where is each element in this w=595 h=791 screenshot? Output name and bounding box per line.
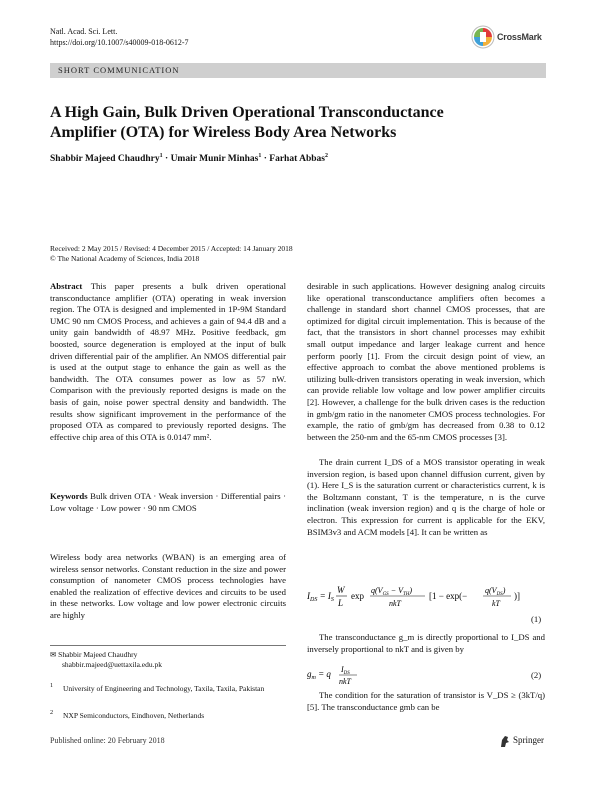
author-sep: · <box>261 154 270 165</box>
body-paragraph-2: The drain current I_DS of a MOS transistor operating in weak inversion region, is based upon channel diffusion current, given by (1). Here I_S is the saturation current or characteristics current, k is the Boltzmann constant, T is the temperature, n is the curve inclination (weak inversion region) and q is the charge of hole or electron. This expression for current is applicable for the EKV, BSIM3v3 and ACM models [4]. It can be written as <box>307 457 545 537</box>
svg-text:IDS: $I_{DS}$ <box>341 665 350 676</box>
footnote-divider <box>50 645 286 646</box>
abstract-text: This paper presents a bulk driven operational transconductance amplifier (OTA) operating in weak inversion region. The OTA is designed and implemented in 1P-9M Standard UMC 90 nm CMOS Process, and achieves a gain of 94.4 dB and a unity gain bandwidth of 48.97 MHz. Positive feedback, gm boosted, source degeneration is employed at the input of bulk driven differential pair of the amplifier. An NMOS differential pair is used at the output stage to enhance the gain as well as the bandwidth. The OTA consumes power as low as 57 nW. Comparison with the previously reported designs is made on the basis of gain, noise power spectral density and bandwidth. The results show significant improvement in the performance of the proposed OTA as compared to previously reported designs. The effective chip area of this OTA is 0.0147 mm². <box>50 281 286 442</box>
copyright-line: © The National Academy of Sciences, India 2018 <box>50 254 200 263</box>
mail-icon: ✉ <box>50 650 57 659</box>
svg-text:IDS = IS: $I_{DS} = I_S$ <box>307 591 334 603</box>
title-line-2: Amplifier (OTA) for Wireless Body Area Networks <box>50 124 397 141</box>
title-line-1: A High Gain, Bulk Driven Operational Transconductance <box>50 104 444 121</box>
svg-text:kT: kT <box>492 599 500 608</box>
equation-2-number: (2) <box>531 670 542 680</box>
doi-link[interactable]: https://doi.org/10.1007/s40009-018-0612-7 <box>50 38 189 47</box>
author-1-affil: 1 <box>159 153 163 159</box>
article-type-band <box>50 63 546 78</box>
author-2-affil: 1 <box>258 153 262 159</box>
body-paragraph-3: The transconductance g_m is directly proportional to I_DS and inversely proportional to nkT and is given by <box>307 632 545 654</box>
abstract-label: Abstract <box>50 281 83 291</box>
equation-1 <box>307 583 545 617</box>
corresponding-author <box>50 650 162 670</box>
svg-text:[1 − exp(−: [1 − exp(− <box>429 591 468 601</box>
affil-2-text: NXP Semiconductors, Eindhoven, Netherlands <box>63 710 205 720</box>
corr-email[interactable]: shabbir.majeed@uettaxila.edu.pk <box>62 660 163 669</box>
intro-paragraph: Wireless body area networks (WBAN) is an emerging area of wireless sensor networks. Constant reduction in the size and power consumption of nanometer CMOS process technologies have enabled the realization of effective devices and circuits to be used in these networks. Low voltage and low power electronic circuits are highly <box>50 552 286 620</box>
crossmark-badge[interactable] <box>471 25 551 49</box>
springer-horse-icon <box>499 734 511 748</box>
keywords-label: Keywords <box>50 491 88 501</box>
keywords <box>50 491 286 514</box>
svg-text:nkT: nkT <box>339 677 351 686</box>
published-online: Published online: 20 February 2018 <box>50 736 165 745</box>
author-list <box>50 153 328 164</box>
crossmark-label: CrossMark <box>497 32 542 42</box>
springer-logo <box>499 734 549 748</box>
affil-1-text: University of Engineering and Technology, Taxila, Taxila, Pakistan <box>63 683 265 693</box>
affiliation-1 <box>50 681 286 694</box>
affiliation-2 <box>50 708 204 721</box>
author-3-affil: 2 <box>324 153 328 159</box>
svg-text:q(VGS − VTH): $q(V_{GS} - V_{TH})$ <box>371 586 413 597</box>
body-paragraph-1: desirable in such applications. However designing analog circuits like operational transconductance amplifiers often becomes a challenge in standard short channel CMOS processes, that are optimized for digital circuit implementation. This is because of the fact, that the transistors in short channel processes may exhibit small output impedance and larger leakage current and hence perform poorly [1]. From the circuit design point of view, an effective approach to combat the above mentioned problems is utilizing bulk-driven transistors operating in weak inversion, which can provide reliable low voltage and low power amplifier circuits [2]. However, a challenge for the bulk driven cases is the reduction in gmb/gm ratio in the nanometer CMOS process technologies. For example, the ratio of gmb/gm has decreased from 0.38 to 0.12 between the 250-nm and the 65-nm CMOS processes [3]. <box>307 281 545 442</box>
crossmark-icon <box>471 25 495 49</box>
author-2[interactable]: Umair Munir Minhas <box>170 154 259 165</box>
svg-text:nkT: nkT <box>389 599 401 608</box>
abstract <box>50 281 286 443</box>
author-1[interactable]: Shabbir Majeed Chaudhry <box>50 154 160 165</box>
author-sep: · <box>162 154 171 165</box>
affil-1-num: 1 <box>50 682 54 689</box>
keywords-text: Bulk driven OTA · Weak inversion · Differential pairs · Low voltage · Low power · 90 nm CMOS <box>50 491 287 513</box>
publication-dates <box>50 244 293 264</box>
svg-text:W: W <box>337 585 345 595</box>
journal-header <box>50 26 189 48</box>
affil-2-num: 2 <box>50 709 54 716</box>
publisher-name: Springer <box>513 735 544 745</box>
article-type: SHORT COMMUNICATION <box>58 65 180 75</box>
equation-2 <box>307 664 545 686</box>
paper-title <box>50 103 520 143</box>
svg-text:gm = q: $g_m = q$ <box>307 669 331 681</box>
journal-name: Natl. Acad. Sci. Lett. <box>50 27 118 36</box>
corr-name: Shabbir Majeed Chaudhry <box>58 650 138 659</box>
author-3[interactable]: Farhat Abbas <box>269 154 325 165</box>
equation-1-number: (1) <box>531 614 542 624</box>
history-dates: Received: 2 May 2015 / Revised: 4 December 2015 / Accepted: 14 January 2018 <box>50 244 293 253</box>
svg-text:exp: exp <box>351 591 364 601</box>
svg-text:q(VDS): $q(V_{DS})$ <box>485 586 506 597</box>
svg-text:)]: )] <box>514 591 520 601</box>
svg-text:L: L <box>338 598 344 608</box>
body-paragraph-4: The condition for the saturation of transistor is V_DS ≥ (3kT/q) [5]. The transconductance gmb can be <box>307 690 545 712</box>
